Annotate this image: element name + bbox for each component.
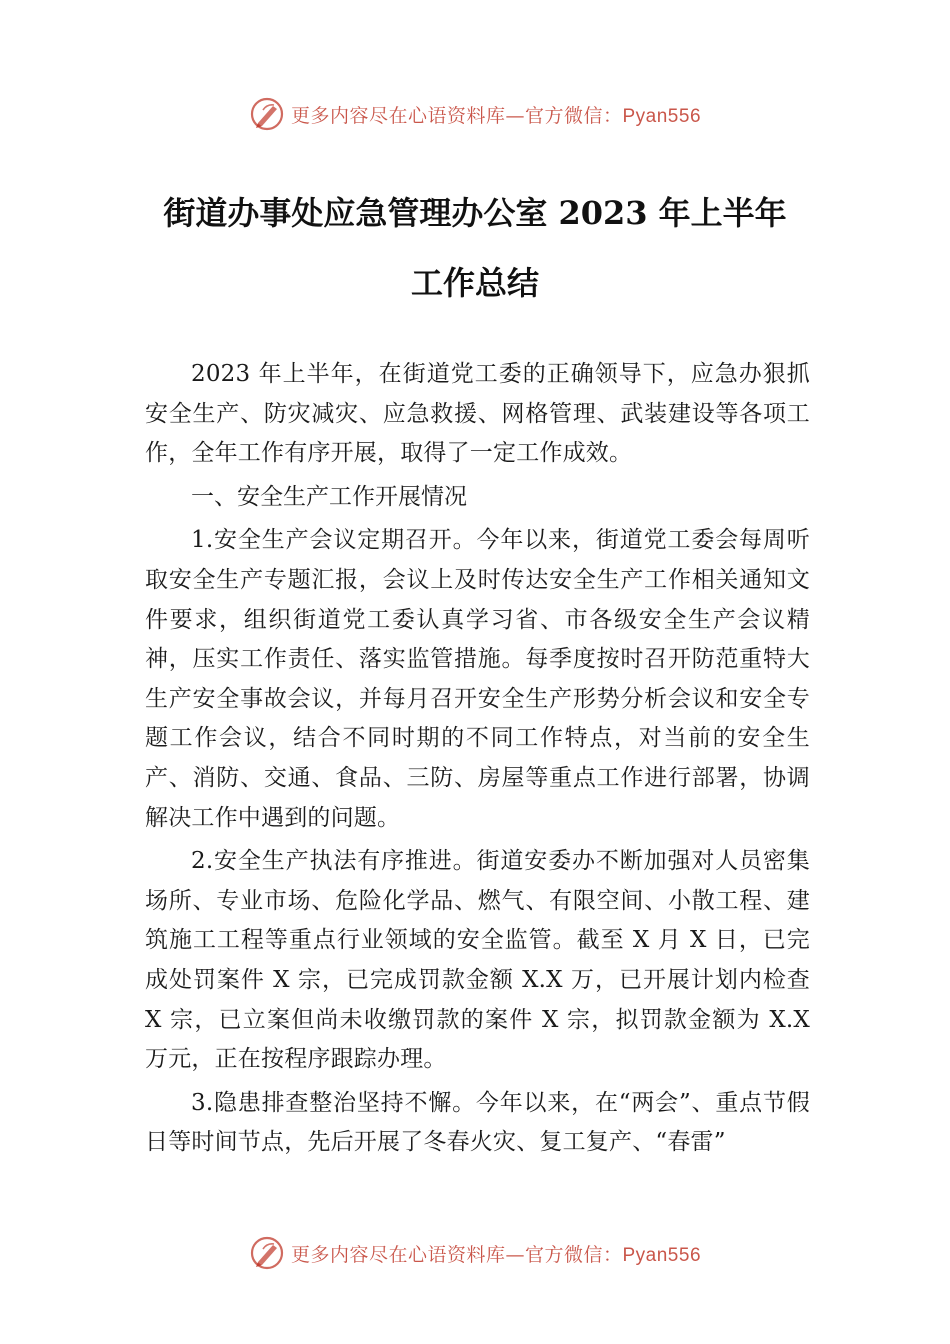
pen-logo-icon: [249, 96, 285, 132]
pen-logo-icon: [249, 1235, 285, 1271]
document-title-line2: 工作总结: [410, 264, 539, 302]
document-title-line1: 街道办事处应急管理办公室 2023 年上半年: [163, 194, 787, 232]
item-paragraph-2: 2.安全生产执法有序推进。街道安委办不断加强对人员密集场所、专业市场、危险化学品、燃气、有限空间、小散工程、建筑施工工程等重点行业领域的安全监管。截至 X 月 X 日，已完成处罚案件 X 宗，已完成罚款金额 X.X 万，已开展计划内检查 X 宗，已立案但尚未收缴罚款的案件 X 宗，拟罚款金额为 X.X 万元，正在按程序跟踪办理。: [145, 848, 810, 1073]
watermark-banner-top: [0, 94, 950, 134]
intro-paragraph: 2023 年上半年，在街道党工委的正确领导下，应急办狠抓安全生产、防灾减灾、应急救援、网格管理、武装建设等各项工作，全年工作有序开展，取得了一定工作成效。: [145, 361, 810, 467]
section-heading: 一、安全生产工作开展情况: [191, 483, 467, 510]
watermark-text: 更多内容尽在心语资料库—官方微信：Pyan556: [290, 1243, 702, 1266]
watermark-banner-bottom: [0, 1233, 950, 1273]
item-paragraph-1: 1.安全生产会议定期召开。今年以来，街道党工委会每周听取安全生产专题汇报，会议上及时传达安全生产工作相关通知文件要求，组织街道党工委认真学习省、市各级安全生产会议精神，压实工作责任、落实监管措施。每季度按时召开防范重特大生产安全事故会议，并每月召开安全生产形势分析会议和安全专题工作会议，结合不同时期的不同工作特点，对当前的安全生产、消防、交通、食品、三防、房屋等重点工作进行部署，协调解决工作中遇到的问题。: [145, 527, 810, 831]
document-body: [145, 355, 810, 1167]
item-paragraph-3: 3.隐患排查整治坚持不懈。今年以来，在“两会”、重点节假日等时间节点，先后开展了冬春火灾、复工复产、“春雷”: [145, 1089, 810, 1156]
watermark-text: 更多内容尽在心语资料库—官方微信：Pyan556: [290, 104, 702, 127]
